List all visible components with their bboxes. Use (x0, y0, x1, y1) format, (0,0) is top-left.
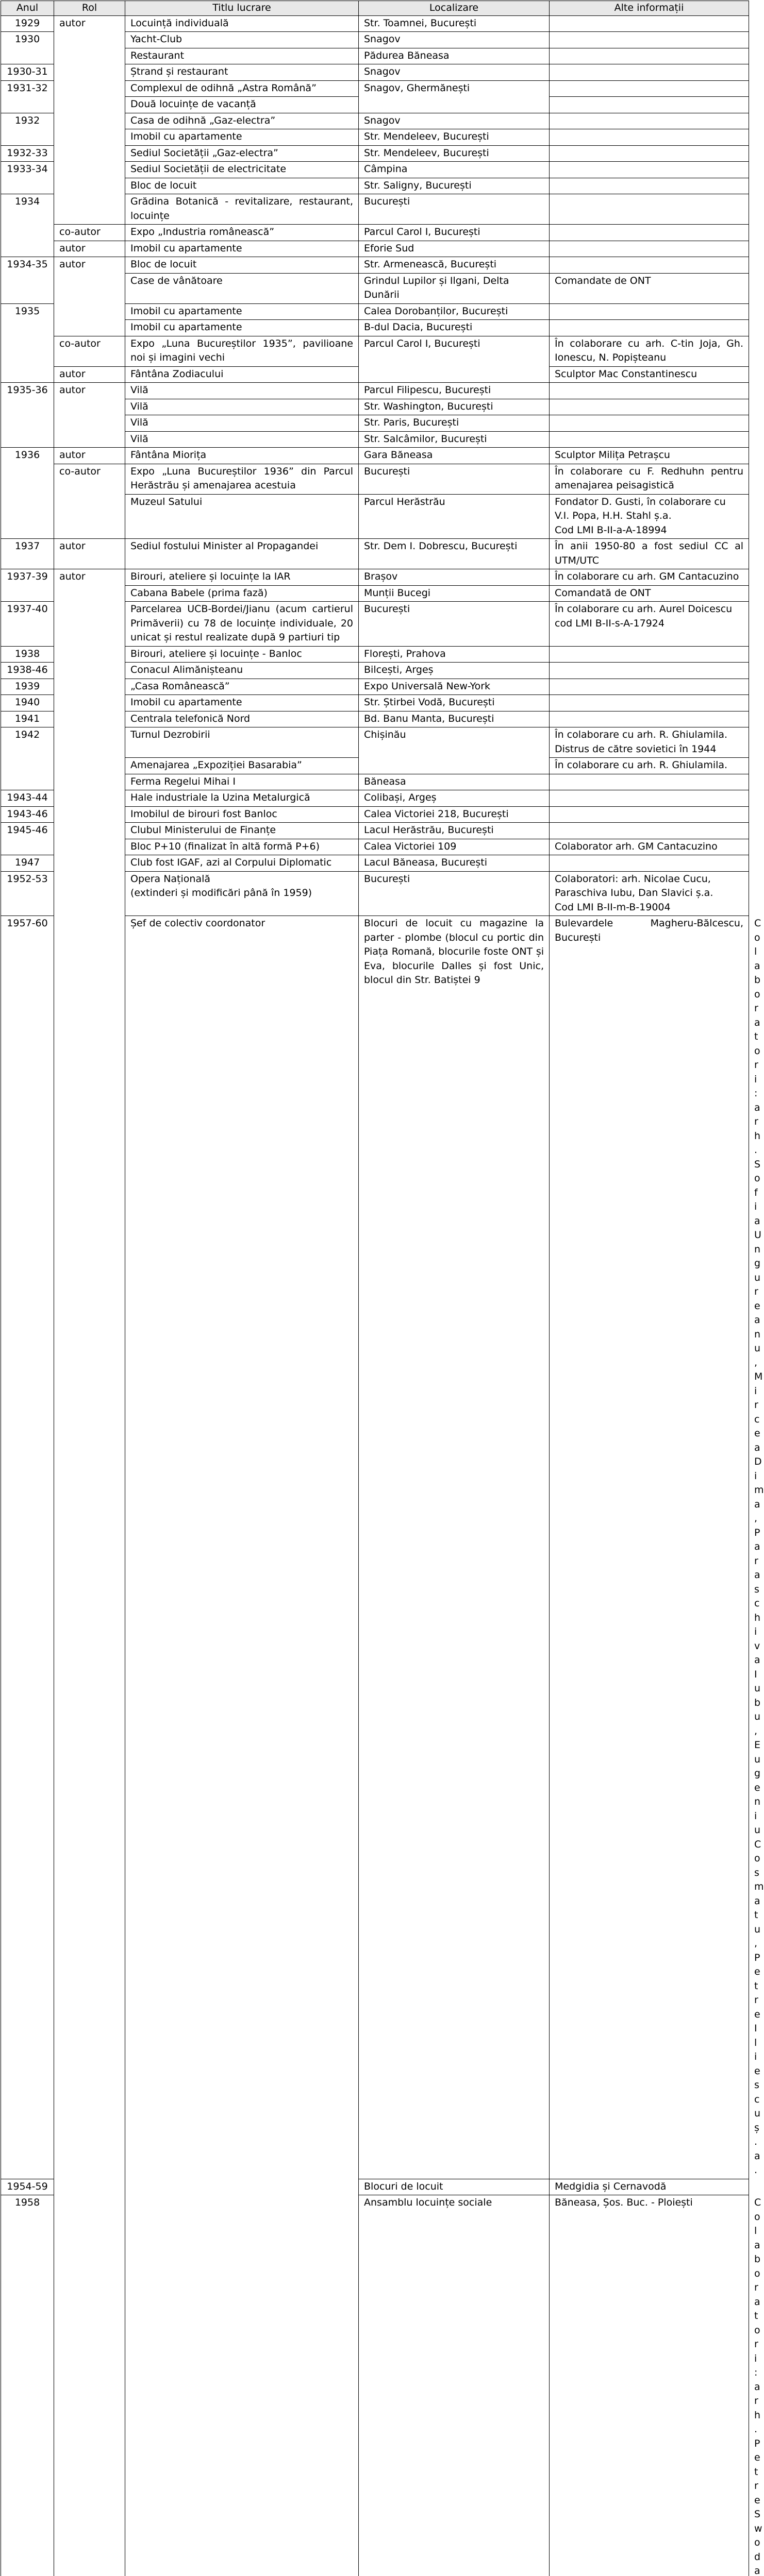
location-cell: Calea Dorobanților, București (359, 303, 550, 320)
info-cell (550, 80, 749, 97)
year-cell: 1942 (1, 727, 54, 790)
info-cell (550, 695, 749, 711)
table-row (1, 464, 749, 494)
location-cell: Snagov (359, 113, 550, 129)
title-cell: Amenajarea „Expoziției Basarabia” (125, 758, 359, 774)
info-cell (550, 241, 749, 257)
title-cell: Yacht-Club (125, 32, 359, 48)
title-cell: Cabana Babele (prima fază) (125, 585, 359, 602)
location-cell: Parcul Herăstrău (359, 494, 550, 539)
info-cell (550, 225, 749, 241)
location-cell: Calea Victoriei 218, București (359, 806, 550, 823)
role-cell: Șef de colectiv coordonator (125, 916, 359, 2576)
info-cell (550, 727, 749, 758)
role-cell: autor (54, 15, 125, 225)
info-cell: Comandată de ONT (550, 585, 749, 602)
location-cell: Str. Paris, București (359, 415, 550, 432)
header-role: Rol (54, 1, 125, 16)
title-cell: Imobil cu apartamente (125, 303, 359, 320)
title-cell: Fântâna Zodiacului (125, 366, 359, 383)
info-cell (550, 145, 749, 162)
info-cell (550, 494, 749, 539)
title-cell: Vilă (125, 399, 359, 415)
year-cell: 1937-40 (1, 602, 54, 647)
location-cell: București (359, 871, 550, 916)
title-cell: Bloc P+10 (finalizat în altă formă P+6) (125, 839, 359, 855)
title-cell: Turnul Dezrobirii (125, 727, 359, 758)
info-cell (550, 320, 749, 336)
header-row (1, 1, 749, 16)
title-cell: Sediul Societății „Gaz-electra” (125, 145, 359, 162)
header-title: Titlu lucrare (125, 1, 359, 16)
year-cell: 1938 (1, 646, 54, 663)
year-cell: 1945-46 (1, 823, 54, 855)
info-cell (550, 415, 749, 432)
title-cell: Hale industriale la Uzina Metalurgică (125, 790, 359, 807)
role-cell: autor (54, 241, 125, 257)
info-cell: În colaborare cu arh. Aurel Doicescu cod LMI B-II-s-A-17924 (550, 602, 749, 647)
location-cell: Lacul Băneasa, București (359, 855, 550, 872)
title-cell: Grădina Botanică - revitalizare, restaurant, locuințe (125, 194, 359, 225)
table-row: 1957-60 Șef de colectiv coordonator Blocuri de locuit cu magazine la parter - plombe (blocul cu portic din Piața Romană, blocurile foste ONT și Eva, blocurile Dalles și fost Unic, blocul din Str. Batiștei 9 Bulevardele Magheru-Bălcescu, București Colaboratori: arh. Sofia Ungureanu, Mircea Dima, Paraschiva Iubu, Eugeniu Cosmatu, Petre Iliescu ș.a. (1, 916, 749, 2179)
title-cell: Blocuri de locuit (359, 2179, 550, 2195)
year-cell: 1934-35 (1, 257, 54, 304)
location-cell: Parcul Carol I, București (359, 225, 550, 241)
year-cell: 1933-34 (1, 162, 54, 194)
table-row (1, 569, 749, 586)
table-row (1, 225, 749, 241)
title-cell: Expo „Luna Bucureștilor 1935”, pavilioane noi și imagini vechi (125, 336, 359, 366)
info-cell (550, 129, 749, 146)
info-cell (550, 823, 749, 839)
info-line: Cod LMI B-II-m-B-19004 (555, 901, 743, 915)
title-cell: Vilă (125, 383, 359, 399)
location-cell: Eforie Sud (359, 241, 550, 257)
title-cell: Imobil cu apartamente (125, 241, 359, 257)
title-cell: Complexul de odihnă „Astra Română” (125, 80, 359, 97)
location-cell: Str. Dem I. Dobrescu, București (359, 539, 550, 569)
title-cell: „Casa Românească” (125, 679, 359, 695)
year-cell: 1932 (1, 113, 54, 145)
info-cell: În anii 1950-80 a fost sediul CC al UTM/UTC (550, 539, 749, 569)
info-cell (550, 855, 749, 872)
title-line: (extinderi și modificări până în 1959) (130, 886, 353, 901)
title-cell: Imobil cu apartamente (125, 129, 359, 146)
role-cell: autor (54, 569, 125, 2576)
title-cell: Bloc de locuit (125, 178, 359, 194)
year-cell: 1930-31 (1, 64, 54, 81)
role-cell: autor (54, 448, 125, 464)
location-cell: Lacul Herăstrău, București (359, 823, 550, 839)
location-cell: București (359, 464, 550, 494)
info-line: Colaboratori: arh. Nicolae Cucu, Paraschiva Iubu, Dan Slavici ș.a. (555, 872, 743, 901)
title-cell: Parcelarea UCB-Bordei/Jianu (acum cartierul Primăverii) cu 78 de locuințe individuale, 20 unicat și restul realizate după 9 partiuri tip (125, 602, 359, 647)
title-line: Opera Națională (130, 872, 353, 887)
role-cell: autor (54, 257, 125, 336)
title-cell: Ștrand și restaurant (125, 64, 359, 81)
title-cell: Imobil cu apartamente (125, 695, 359, 711)
location-cell: Str. Saligny, București (359, 178, 550, 194)
role-cell: co-autor (54, 336, 125, 366)
title-cell: Vilă (125, 431, 359, 448)
location-cell: Str. Salcâmilor, București (359, 431, 550, 448)
title-cell: Sediul fostului Minister al Propagandei (125, 539, 359, 569)
role-cell: autor (54, 539, 125, 569)
info-cell (550, 790, 749, 807)
info-cell (550, 64, 749, 81)
title-cell: Club fost IGAF, azi al Corpului Diplomatic (125, 855, 359, 872)
title-cell: Blocuri de locuit cu magazine la parter - plombe (blocul cu portic din Piața Romană, blocurile foste ONT și Eva, blocurile Dalles și fost Unic, blocul din Str. Batiștei 9 (359, 916, 550, 2179)
location-cell: Str. Washington, București (359, 399, 550, 415)
year-cell: 1947 (1, 855, 54, 872)
title-cell: Imobil cu apartamente (125, 320, 359, 336)
title-cell: Ferma Regelui Mihai I (125, 774, 359, 790)
location-cell: Chișinău (359, 727, 550, 774)
location-cell: Parcul Carol I, București (359, 336, 550, 383)
info-cell (550, 303, 749, 320)
year-cell: 1938-46 (1, 663, 54, 679)
title-cell: Centrala telefonică Nord (125, 711, 359, 727)
location-cell: Snagov (359, 64, 550, 81)
table-row (1, 383, 749, 399)
title-cell: Sediul Societății de electricitate (125, 162, 359, 178)
info-cell (550, 97, 749, 113)
info-cell (550, 646, 749, 663)
location-cell: București (359, 194, 550, 225)
location-cell: Câmpina (359, 162, 550, 178)
year-cell: 1943-44 (1, 790, 54, 807)
location-cell: Brașov (359, 569, 550, 586)
title-cell: Expo „Industria românească” (125, 225, 359, 241)
location-cell: Bulevardele Magheru-Bălcescu, București (550, 916, 749, 2179)
location-cell: Str. Mendeleev, București (359, 129, 550, 146)
year-cell: 1958 (1, 2195, 54, 2576)
location-cell: Snagov (359, 32, 550, 48)
location-cell: Str. Mendeleev, București (359, 145, 550, 162)
role-cell: autor (54, 383, 125, 448)
title-cell: Bloc de locuit (125, 257, 359, 274)
info-cell (550, 774, 749, 790)
info-cell (550, 711, 749, 727)
location-cell: Băneasa (359, 774, 550, 790)
info-cell (550, 679, 749, 695)
info-cell: În colaborare cu F. Redhuhn pentru amenajarea peisagistică (550, 464, 749, 494)
title-cell: Birouri, ateliere și locuințe la IAR (125, 569, 359, 586)
location-cell: Str. Știrbei Vodă, București (359, 695, 550, 711)
year-cell: 1936 (1, 448, 54, 539)
info-cell (550, 257, 749, 274)
title-cell: Casa de odihnă „Gaz-electra” (125, 113, 359, 129)
location-cell: Str. Toamnei, București (359, 15, 550, 32)
info-cell: În colaborare cu arh. GM Cantacuzino (550, 569, 749, 586)
info-cell (550, 194, 749, 225)
info-cell (550, 806, 749, 823)
year-cell: 1934 (1, 194, 54, 257)
location-cell: București (359, 602, 550, 647)
table-row (1, 241, 749, 257)
title-cell: Locuință individuală (125, 15, 359, 32)
location-cell: Expo Universală New-York (359, 679, 550, 695)
location-cell: Colibași, Argeș (359, 790, 550, 807)
table-row (1, 336, 749, 366)
location-cell: Str. Armenească, București (359, 257, 550, 274)
year-cell: 1940 (1, 695, 54, 711)
info-cell: În colaborare cu arh. C-tin Joja, Gh. Ionescu, N. Popișteanu (550, 336, 749, 366)
table-row (1, 539, 749, 569)
info-cell: Comandate de ONT (550, 273, 749, 303)
location-cell: Parcul Filipescu, București (359, 383, 550, 399)
info-cell (550, 431, 749, 448)
table-row: 1958 Ansamblu locuințe sociale Băneasa, Șos. Buc. - Ploiești Colaboratori: arh. Petre Swoda (1, 2195, 749, 2576)
info-cell: În colaborare cu arh. R. Ghiulamila. (550, 758, 749, 774)
info-cell (550, 15, 749, 32)
role-cell: autor (54, 366, 125, 383)
title-cell: Muzeul Satului (125, 494, 359, 539)
location-cell: Băneasa, Șos. Buc. - Ploiești (550, 2195, 749, 2576)
year-cell: 1929 (1, 15, 54, 32)
year-cell: 1931-32 (1, 80, 54, 113)
title-cell: Birouri, ateliere și locuințe - Banloc (125, 646, 359, 663)
location-cell: Munții Bucegi (359, 585, 550, 602)
year-cell: 1952-53 (1, 871, 54, 916)
year-cell: 1930 (1, 32, 54, 64)
title-cell: Expo „Luna Bucureștilor 1936” din Parcul Herăstrău și amenajarea acestuia (125, 464, 359, 494)
title-cell: Imobilul de birouri fost Banloc (125, 806, 359, 823)
year-cell: 1957-60 (1, 916, 54, 2179)
title-cell: Două locuințe de vacanță (125, 97, 359, 113)
header-info: Alte informații (550, 1, 749, 16)
location-cell: Gara Băneasa (359, 448, 550, 464)
year-cell: 1935 (1, 303, 54, 383)
location-cell: B-dul Dacia, București (359, 320, 550, 336)
info-cell (550, 162, 749, 178)
location-cell: Bd. Banu Manta, București (359, 711, 550, 727)
info-line: Distrus de către sovietici în 1944 (555, 742, 743, 757)
header-location: Localizare (359, 1, 550, 16)
info-cell (550, 178, 749, 194)
title-cell: Fântâna Miorița (125, 448, 359, 464)
info-cell (550, 399, 749, 415)
works-table (1, 1, 749, 2576)
title-cell: Vilă (125, 415, 359, 432)
info-line: Cod LMI B-II-a-A-18994 (555, 523, 743, 538)
title-cell: Clubul Ministerului de Finanțe (125, 823, 359, 839)
year-cell: 1954-59 (1, 2179, 54, 2195)
year-cell: 1941 (1, 711, 54, 727)
year-cell: 1932-33 (1, 145, 54, 162)
year-cell: 1937 (1, 539, 54, 569)
role-cell: co-autor (54, 464, 125, 539)
location-cell: Florești, Prahova (359, 646, 550, 663)
info-cell (550, 113, 749, 129)
year-cell: 1943-46 (1, 806, 54, 823)
location-cell: Bilcești, Argeș (359, 663, 550, 679)
location-cell: Calea Victoriei 109 (359, 839, 550, 855)
info-cell (550, 871, 749, 916)
title-cell: Case de vânătoare (125, 273, 359, 303)
year-cell: 1937-39 (1, 569, 54, 602)
location-cell: Grindul Lupilor și Ilgani, Delta Dunării (359, 273, 550, 303)
info-cell (550, 32, 749, 48)
location-cell: Pădurea Băneasa (359, 48, 550, 64)
info-cell: Sculptor Milița Petrașcu (550, 448, 749, 464)
title-cell: Ansamblu locuințe sociale (359, 2195, 550, 2576)
location-cell: Medgidia și Cernavodă (550, 2179, 749, 2195)
role-cell: co-autor (54, 225, 125, 241)
info-cell (550, 383, 749, 399)
table-row (1, 15, 749, 32)
table-row (1, 448, 749, 464)
header-year: Anul (1, 1, 54, 16)
title-cell: Restaurant (125, 48, 359, 64)
info-cell: Colaborator arh. GM Cantacuzino (550, 839, 749, 855)
year-cell: 1935-36 (1, 383, 54, 448)
table-row (1, 257, 749, 274)
title-cell: Conacul Alimănișteanu (125, 663, 359, 679)
info-cell: Sculptor Mac Constantinescu (550, 366, 749, 383)
title-cell (125, 871, 359, 916)
info-cell (550, 48, 749, 64)
year-cell: 1939 (1, 679, 54, 695)
location-cell: Snagov, Ghermănești (359, 80, 550, 113)
info-line: Fondator D. Gusti, în colaborare cu V.I. Popa, H.H. Stahl ș.a. (555, 495, 743, 523)
info-line: În colaborare cu arh. R. Ghiulamila. (555, 728, 743, 742)
info-cell (550, 663, 749, 679)
